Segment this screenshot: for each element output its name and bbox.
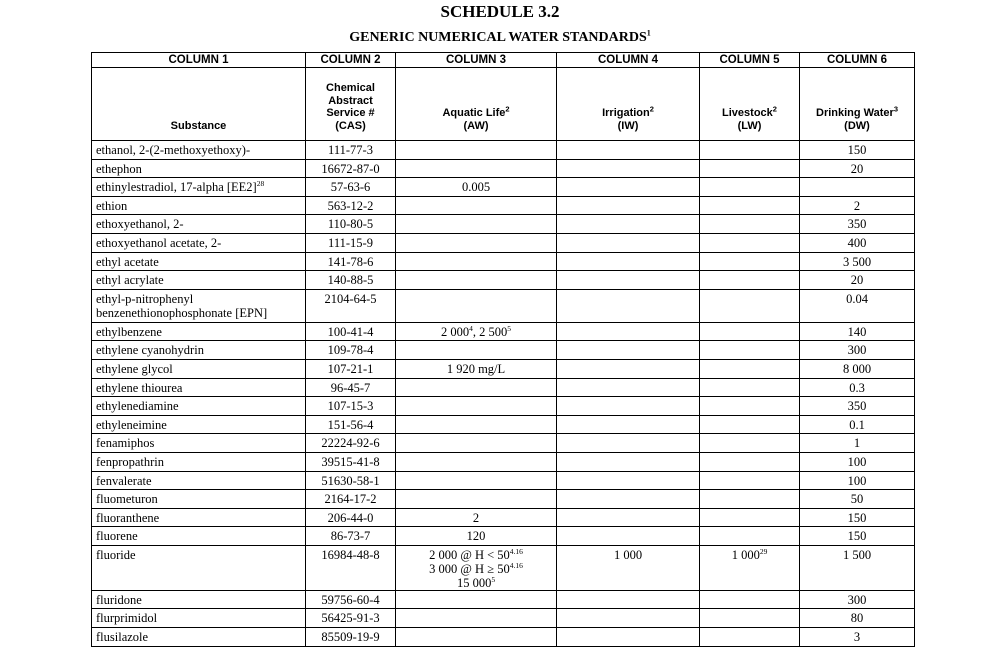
drinking-water-cell	[800, 609, 915, 628]
table-row	[92, 471, 915, 490]
cas-cell: 96-45-7	[306, 378, 396, 397]
drinking-water-cell	[800, 289, 915, 322]
drinking-water-cell	[800, 415, 915, 434]
water-standards-table	[91, 52, 915, 647]
cas-cell: 151-56-4	[306, 415, 396, 434]
irrigation-cell	[557, 359, 700, 378]
cas-cell: 141-78-6	[306, 252, 396, 271]
aquatic-life-cell	[396, 252, 557, 271]
column-label: COLUMN 4	[557, 53, 700, 68]
cas-cell: 111-15-9	[306, 233, 396, 252]
irrigation-cell	[557, 159, 700, 178]
drinking-water-value: 150	[847, 510, 867, 525]
substance-cell	[92, 159, 306, 178]
drinking-water-cell	[800, 141, 915, 160]
irrigation-cell	[557, 271, 700, 290]
drinking-water-cell	[800, 215, 915, 234]
substance-name: ethyl acetate	[96, 254, 159, 269]
cas-cell: 111-77-3	[306, 141, 396, 160]
table-row	[92, 545, 915, 590]
table-row	[92, 159, 915, 178]
cas-cell: 107-15-3	[306, 397, 396, 416]
cas-cell: 2104-64-5	[306, 289, 396, 322]
substance-cell	[92, 397, 306, 416]
substance-name: ethyl-p-nitrophenyl benzenethionophosphonate [EPN]	[96, 291, 268, 320]
livestock-cell	[700, 452, 800, 471]
drinking-water-cell	[800, 341, 915, 360]
table-row	[92, 196, 915, 215]
cas-cell: 86-73-7	[306, 527, 396, 546]
substance-cell	[92, 490, 306, 509]
substance-name: fluoride	[96, 547, 136, 562]
cas-cell: 2164-17-2	[306, 490, 396, 509]
livestock-cell	[700, 141, 800, 160]
substance-cell	[92, 178, 306, 197]
substance-name: ethylene cyanohydrin	[96, 343, 204, 358]
column-header-text: Service #	[326, 107, 375, 119]
livestock-cell	[700, 628, 800, 647]
substance-cell	[92, 527, 306, 546]
irrigation-cell	[557, 178, 700, 197]
drinking-water-cell	[800, 397, 915, 416]
irrigation-cell	[557, 508, 700, 527]
irrigation-cell	[557, 233, 700, 252]
substance-name: ethylene thiourea	[96, 380, 183, 395]
cas-cell: 206-44-0	[306, 508, 396, 527]
irrigation-cell	[557, 471, 700, 490]
aquatic-life-cell	[396, 141, 557, 160]
drinking-water-value: 20	[850, 273, 864, 288]
footnote-ref: 28	[256, 179, 265, 189]
column-label: COLUMN 5	[700, 53, 800, 68]
cas-cell: 107-21-1	[306, 359, 396, 378]
cas-cell: 85509-19-9	[306, 628, 396, 647]
column-header-abbrev: (LW)	[737, 119, 762, 132]
drinking-water-cell	[800, 527, 915, 546]
substance-cell	[92, 590, 306, 609]
livestock-cell	[700, 178, 800, 197]
cas-cell: 57-63-6	[306, 178, 396, 197]
aquatic-life-cell	[396, 178, 557, 197]
drinking-water-cell	[800, 545, 915, 590]
table-row	[92, 215, 915, 234]
footnote-ref: 4	[469, 323, 473, 333]
livestock-cell	[700, 471, 800, 490]
livestock-cell	[700, 215, 800, 234]
aquatic-life-cell	[396, 159, 557, 178]
irrigation-value: 1 000	[613, 547, 643, 562]
drinking-water-cell	[800, 378, 915, 397]
column-label: COLUMN 1	[92, 53, 306, 68]
livestock-cell	[700, 252, 800, 271]
irrigation-cell	[557, 322, 700, 341]
column-label: COLUMN 3	[396, 53, 557, 68]
aquatic-life-value: 3 000 @ H ≥ 50	[429, 561, 510, 576]
drinking-water-cell	[800, 590, 915, 609]
aquatic-life-cell	[396, 341, 557, 360]
aquatic-life-value: 2 000 @ H < 50	[429, 547, 510, 562]
substance-name: ethion	[96, 198, 128, 213]
substance-cell	[92, 289, 306, 322]
column-header-text: Substance	[170, 119, 227, 132]
substance-cell	[92, 359, 306, 378]
drinking-water-cell	[800, 471, 915, 490]
substance-cell	[92, 196, 306, 215]
substance-name: fenpropathrin	[96, 454, 165, 469]
substance-cell	[92, 271, 306, 290]
column-label: COLUMN 2	[306, 53, 396, 68]
substance-name: fluridone	[96, 592, 142, 607]
livestock-cell	[700, 508, 800, 527]
drinking-water-cell	[800, 252, 915, 271]
substance-name: ethephon	[96, 161, 142, 176]
substance-name: flusilazole	[96, 630, 149, 645]
drinking-water-cell	[800, 359, 915, 378]
irrigation-cell	[557, 196, 700, 215]
table-row	[92, 609, 915, 628]
table-row	[92, 628, 915, 647]
drinking-water-value: 100	[847, 454, 867, 469]
column-header-abbrev: (IW)	[617, 119, 639, 132]
livestock-cell	[700, 289, 800, 322]
drinking-water-cell	[800, 628, 915, 647]
cas-cell: 59756-60-4	[306, 590, 396, 609]
aquatic-life-value: 1 920 mg/L	[446, 361, 506, 376]
drinking-water-cell	[800, 233, 915, 252]
livestock-cell	[700, 378, 800, 397]
aquatic-life-cell	[396, 527, 557, 546]
drinking-water-cell	[800, 271, 915, 290]
aquatic-life-value: 15 000	[456, 575, 492, 590]
cas-cell: 39515-41-8	[306, 452, 396, 471]
livestock-cell	[700, 609, 800, 628]
substance-name: fluometuron	[96, 492, 158, 507]
livestock-cell	[700, 527, 800, 546]
aquatic-life-cell	[396, 271, 557, 290]
cas-cell: 110-80-5	[306, 215, 396, 234]
footnote-ref: 2	[505, 104, 510, 114]
cas-cell: 51630-58-1	[306, 471, 396, 490]
column-header-text: Livestock	[722, 107, 773, 119]
footnote-ref: 2	[772, 104, 777, 114]
table-row	[92, 289, 915, 322]
drinking-water-value: 0.1	[849, 417, 865, 432]
livestock-cell	[700, 196, 800, 215]
footnote-ref: 4.16	[509, 546, 523, 556]
cas-cell: 16672-87-0	[306, 159, 396, 178]
footnote-ref: 29	[759, 546, 768, 556]
aquatic-life-cell	[396, 609, 557, 628]
irrigation-cell	[557, 609, 700, 628]
drinking-water-cell	[800, 196, 915, 215]
drinking-water-cell	[800, 490, 915, 509]
table-title-footnote: 1	[646, 28, 651, 38]
aquatic-life-cell	[396, 289, 557, 322]
table-row	[92, 490, 915, 509]
substance-name: fenvalerate	[96, 473, 152, 488]
substance-cell	[92, 341, 306, 360]
footnote-ref: 3	[893, 104, 898, 114]
drinking-water-value: 1 500	[842, 547, 872, 562]
table-row	[92, 141, 915, 160]
substance-name: ethylene glycol	[96, 361, 173, 376]
drinking-water-value: 0.3	[849, 380, 865, 395]
drinking-water-value: 100	[847, 473, 867, 488]
substance-cell	[92, 378, 306, 397]
drinking-water-cell	[800, 322, 915, 341]
drinking-water-cell	[800, 178, 915, 197]
column-header-abbrev: (DW)	[844, 119, 870, 132]
column-header-row	[92, 68, 915, 141]
column-header-text: Aquatic Life	[442, 107, 506, 119]
drinking-water-value: 350	[847, 217, 867, 232]
substance-name: fenamiphos	[96, 436, 155, 451]
schedule-title: SCHEDULE 3.2	[440, 2, 560, 21]
table-title	[0, 30, 1000, 46]
substance-name: ethyl acrylate	[96, 273, 164, 288]
table-row	[92, 434, 915, 453]
substance-cell	[92, 508, 306, 527]
aquatic-life-value: 0.005	[461, 180, 491, 195]
cas-cell: 140-88-5	[306, 271, 396, 290]
aquatic-life-cell	[396, 397, 557, 416]
aquatic-life-cell	[396, 378, 557, 397]
column-label: COLUMN 6	[800, 53, 915, 68]
table-row	[92, 341, 915, 360]
drinking-water-value: 2	[853, 198, 861, 213]
livestock-cell	[700, 490, 800, 509]
aquatic-life-cell	[396, 434, 557, 453]
substance-name: ethanol, 2-(2-methoxyethoxy)-	[96, 143, 251, 157]
drinking-water-value: 150	[847, 143, 867, 157]
substance-name: ethylenediamine	[96, 399, 179, 414]
irrigation-cell	[557, 628, 700, 647]
cas-cell: 16984-48-8	[306, 545, 396, 590]
aquatic-life-cell	[396, 508, 557, 527]
drinking-water-value: 300	[847, 343, 867, 358]
table-row	[92, 397, 915, 416]
column-header-text: Irrigation	[602, 107, 650, 119]
substance-cell	[92, 434, 306, 453]
substance-name: ethylbenzene	[96, 324, 162, 339]
column-header-abbrev: (CAS)	[335, 119, 366, 132]
irrigation-cell	[557, 252, 700, 271]
table-row	[92, 527, 915, 546]
aquatic-life-cell	[396, 415, 557, 434]
substance-cell	[92, 322, 306, 341]
table-row	[92, 378, 915, 397]
footnote-ref: 4.16	[509, 560, 523, 570]
drinking-water-cell	[800, 508, 915, 527]
aquatic-life-value: 120	[466, 529, 486, 544]
livestock-cell	[700, 545, 800, 590]
drinking-water-value: 3	[853, 630, 861, 645]
column-header-text: Drinking Water	[816, 107, 894, 119]
drinking-water-value: 80	[850, 611, 864, 626]
livestock-cell	[700, 159, 800, 178]
aquatic-life-value: , 2 500	[472, 324, 508, 339]
drinking-water-value: 400	[847, 235, 867, 250]
cas-cell: 100-41-4	[306, 322, 396, 341]
cas-cell: 56425-91-3	[306, 609, 396, 628]
livestock-cell	[700, 359, 800, 378]
aquatic-life-value: 2	[472, 510, 480, 525]
column-header	[800, 68, 915, 141]
table-row	[92, 271, 915, 290]
irrigation-cell	[557, 289, 700, 322]
irrigation-cell	[557, 378, 700, 397]
drinking-water-value: 20	[850, 161, 864, 176]
livestock-cell	[700, 322, 800, 341]
table-row	[92, 178, 915, 197]
substance-name: ethyleneimine	[96, 417, 167, 432]
table-row	[92, 508, 915, 527]
table-row	[92, 359, 915, 378]
aquatic-life-value: 2 000	[441, 324, 470, 339]
livestock-value: 1 000	[731, 547, 760, 562]
cas-cell: 563-12-2	[306, 196, 396, 215]
footnote-ref: 5	[507, 323, 511, 333]
table-row	[92, 252, 915, 271]
irrigation-cell	[557, 527, 700, 546]
drinking-water-value: 3 500	[842, 254, 872, 269]
drinking-water-value: 8 000	[842, 361, 872, 376]
drinking-water-cell	[800, 159, 915, 178]
drinking-water-value: 50	[850, 492, 864, 507]
substance-name: ethoxyethanol, 2-	[96, 217, 184, 232]
substance-cell	[92, 452, 306, 471]
irrigation-cell	[557, 590, 700, 609]
livestock-cell	[700, 397, 800, 416]
footnote-ref: 2	[649, 104, 654, 114]
cas-cell: 22224-92-6	[306, 434, 396, 453]
footnote-ref: 5	[491, 574, 496, 584]
drinking-water-cell	[800, 452, 915, 471]
column-header	[306, 68, 396, 141]
column-header	[396, 68, 557, 141]
livestock-cell	[700, 590, 800, 609]
substance-cell	[92, 471, 306, 490]
table-row	[92, 322, 915, 341]
substance-cell	[92, 628, 306, 647]
column-header	[92, 68, 306, 141]
substance-name: ethinylestradiol, 17-alpha [EE2]	[96, 180, 257, 195]
column-header-text: Abstract	[328, 94, 373, 107]
aquatic-life-cell	[396, 545, 557, 590]
aquatic-life-cell	[396, 590, 557, 609]
column-header-text: Chemical	[326, 82, 375, 94]
substance-cell	[92, 141, 306, 160]
table-row	[92, 452, 915, 471]
irrigation-cell	[557, 434, 700, 453]
livestock-cell	[700, 341, 800, 360]
aquatic-life-cell	[396, 215, 557, 234]
aquatic-life-cell	[396, 322, 557, 341]
drinking-water-value: 300	[847, 592, 867, 607]
substance-name: flurprimidol	[96, 611, 158, 626]
aquatic-life-cell	[396, 452, 557, 471]
drinking-water-value: 350	[847, 399, 867, 414]
aquatic-life-cell	[396, 628, 557, 647]
aquatic-life-cell	[396, 196, 557, 215]
substance-name: fluorene	[96, 529, 138, 544]
substance-cell	[92, 252, 306, 271]
substance-cell	[92, 545, 306, 590]
irrigation-cell	[557, 490, 700, 509]
column-header	[557, 68, 700, 141]
cas-cell: 109-78-4	[306, 341, 396, 360]
irrigation-cell	[557, 341, 700, 360]
substance-cell	[92, 415, 306, 434]
table-row	[92, 415, 915, 434]
substance-cell	[92, 609, 306, 628]
aquatic-life-cell	[396, 490, 557, 509]
drinking-water-value: 140	[847, 324, 867, 339]
table-row	[92, 233, 915, 252]
table-body	[92, 141, 915, 647]
table-title-text: GENERIC NUMERICAL WATER STANDARDS	[349, 30, 647, 45]
aquatic-life-cell	[396, 471, 557, 490]
drinking-water-value: 0.04	[846, 291, 868, 306]
livestock-cell	[700, 271, 800, 290]
drinking-water-value: 1	[853, 436, 861, 451]
aquatic-life-cell	[396, 359, 557, 378]
irrigation-cell	[557, 545, 700, 590]
substance-cell	[92, 233, 306, 252]
drinking-water-cell	[800, 434, 915, 453]
livestock-cell	[700, 434, 800, 453]
substance-cell	[92, 215, 306, 234]
livestock-cell	[700, 415, 800, 434]
livestock-cell	[700, 233, 800, 252]
irrigation-cell	[557, 452, 700, 471]
substance-name: fluoranthene	[96, 510, 160, 525]
column-number-row	[92, 53, 915, 68]
drinking-water-value: 150	[847, 529, 867, 544]
irrigation-cell	[557, 141, 700, 160]
irrigation-cell	[557, 397, 700, 416]
column-header-abbrev: (AW)	[463, 119, 489, 132]
substance-name: ethoxyethanol acetate, 2-	[96, 235, 222, 250]
aquatic-life-cell	[396, 233, 557, 252]
irrigation-cell	[557, 415, 700, 434]
column-header	[700, 68, 800, 141]
table-row	[92, 590, 915, 609]
irrigation-cell	[557, 215, 700, 234]
